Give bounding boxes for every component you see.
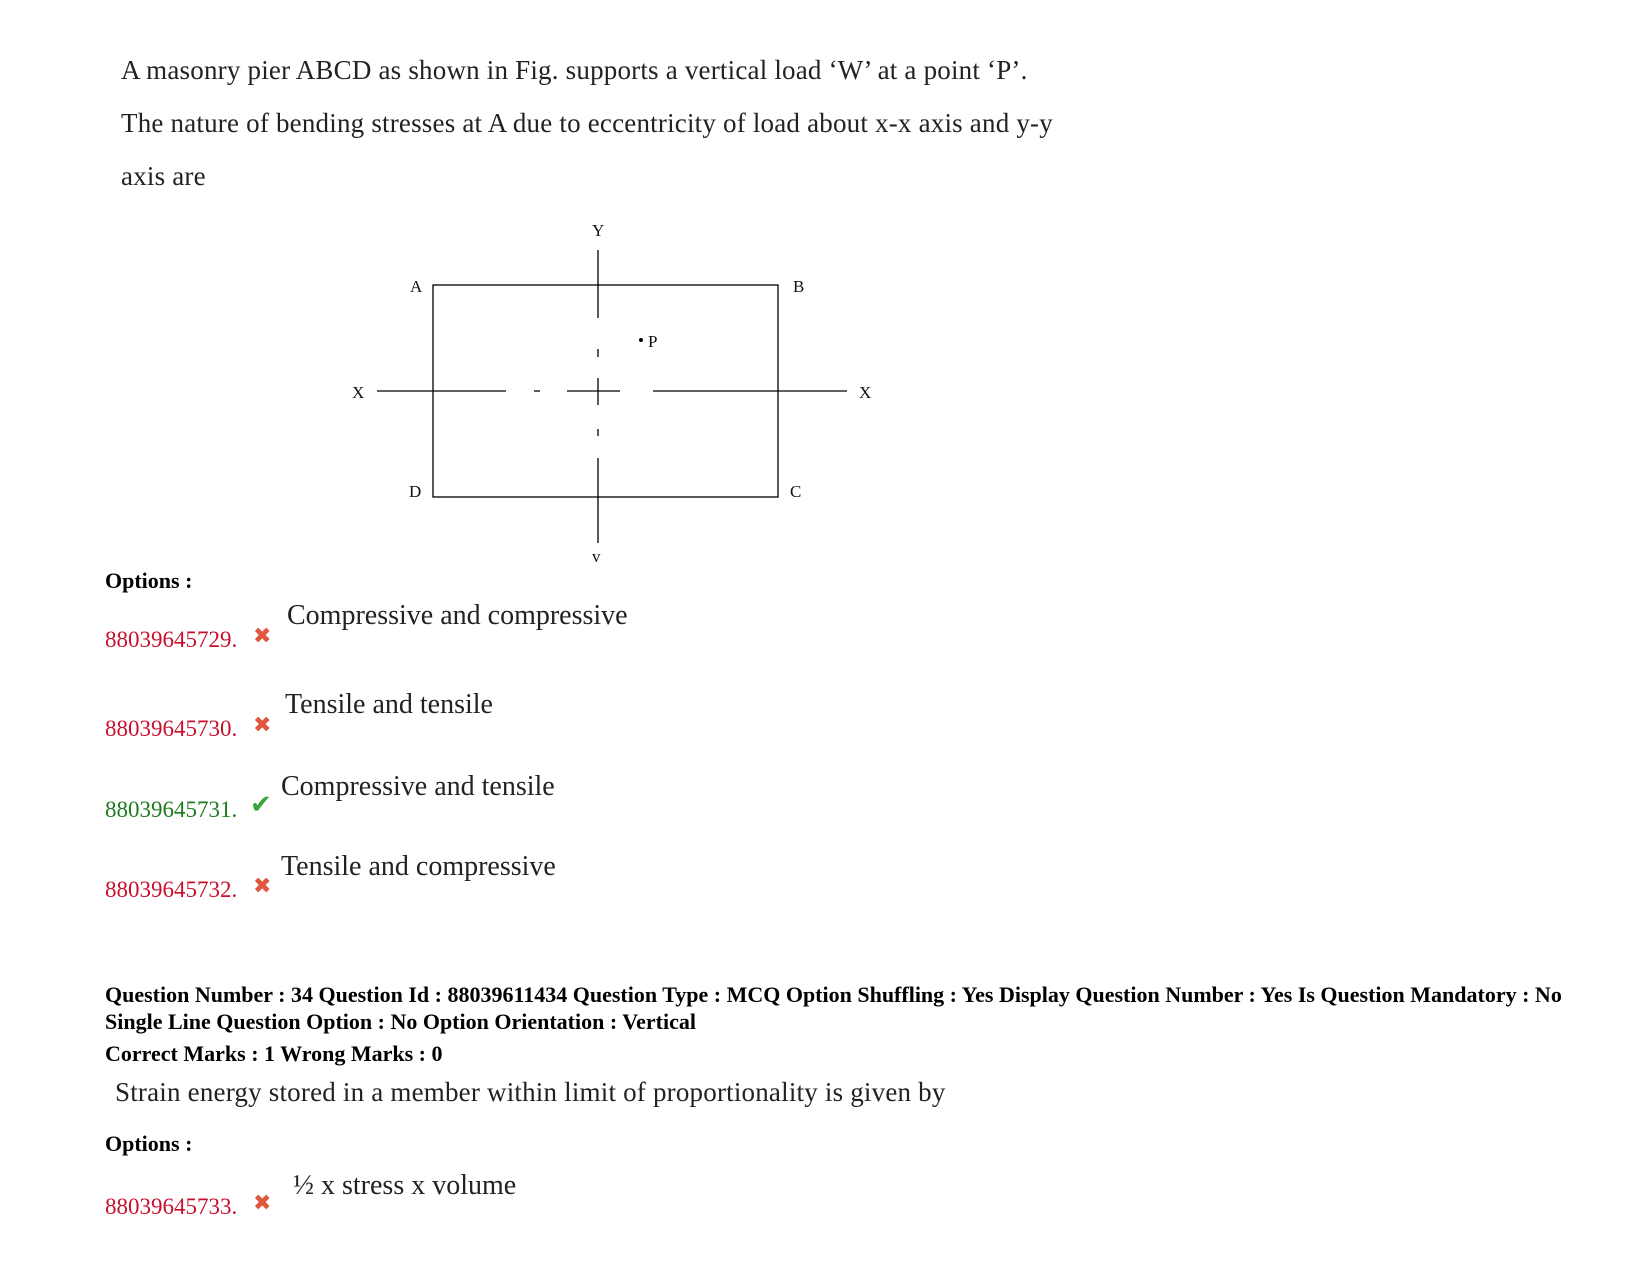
question-text-line-1: A masonry pier ABCD as shown in Fig. supports a vertical load ‘W’ at a point ‘P’. [121,55,1028,85]
question-text-line-3: axis are [121,161,206,191]
option-text: Tensile and tensile [285,689,493,720]
question-meta: Question Number : 34 Question Id : 88039611434 Question Type : MCQ Option Shuffling : Yes Display Question Number : Yes Is Question Mandatory : No Single Line Question Option : No Option Orientation : Vertical [105,982,1562,1034]
option-id: 88039645732. [105,877,238,902]
cross-icon: ✖ [253,1190,272,1215]
label-x-right: X [859,383,872,402]
label-y-top: Y [592,221,605,240]
option-text: ½ x stress x volume [293,1170,517,1201]
option-id: 88039645731. [105,797,238,822]
option-id: 88039645729. [105,627,238,652]
check-icon: ✔ [250,790,272,819]
label-x-left: X [352,383,365,402]
label-c: C [790,482,802,501]
label-b: B [793,277,805,296]
cross-icon: ✖ [253,873,272,898]
option-id: 88039645733. [105,1194,238,1219]
point-p-marker [639,338,643,342]
option-text: Compressive and compressive [287,600,628,631]
question-text: Strain energy stored in a member within limit of proportionality is given by [115,1077,946,1107]
label-y-bottom: v [592,547,601,566]
cross-icon: ✖ [253,623,272,648]
label-p: P [648,332,658,351]
label-a: A [410,277,423,296]
option-id: 88039645730. [105,716,238,741]
option-text: Compressive and tensile [281,771,555,802]
options-label: Options : [105,1131,193,1156]
options-label: Options : [105,568,193,593]
option-text: Tensile and compressive [281,851,556,882]
label-d: D [409,482,422,501]
question-text-line-2: The nature of bending stresses at A due to eccentricity of load about x-x axis and y-y [121,108,1053,138]
cross-icon: ✖ [253,712,272,737]
marks-line: Correct Marks : 1 Wrong Marks : 0 [105,1041,443,1066]
